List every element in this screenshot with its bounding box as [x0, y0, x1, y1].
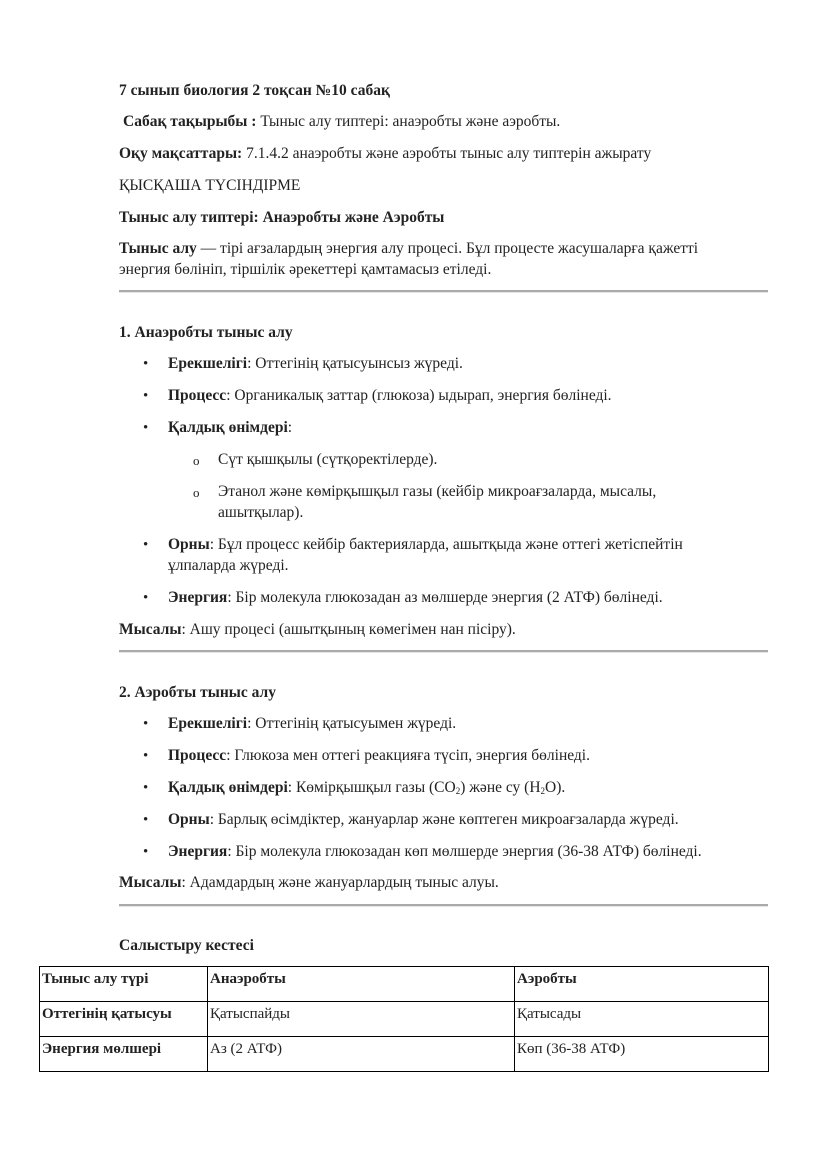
table-cell: Көп (36-38 АТФ)	[515, 1037, 769, 1072]
list-item: Орны: Бұл процесс кейбір бактерияларда, ашытқыда және оттегі жетіспейтін ұлпаларда жүреді.	[168, 536, 683, 574]
list-item: Орны: Барлық өсімдіктер, жануарлар және көптеген микроағзаларда жүреді.	[168, 811, 679, 828]
list-item: Процесс: Органикалық заттар (глюкоза) ыдырап, энергия бөлінеді.	[168, 387, 612, 404]
bullet-icon: •	[143, 356, 149, 372]
definition-paragraph: Тыныс алу — тірі ағзалардың энергия алу процесі. Бұл процесте жасушаларға қажетті энергия бөлініп, тіршілік әрекеттері қамтамасыз етіледі.	[119, 240, 699, 278]
table-cell: Аз (2 АТФ)	[208, 1037, 515, 1072]
list-item: Энергия: Бір молекула глюкозадан аз мөлшерде энергия (2 АТФ) бөлінеді.	[168, 589, 663, 606]
comparison-table	[39, 966, 769, 1072]
anaerobic-example: Мысалы: Ашу процесі (ашытқының көмегімен нан пісіру).	[119, 621, 516, 638]
table-row-label: Оттегінің қатысуы	[40, 1002, 208, 1037]
list-item: Ерекшелігі: Оттегінің қатысуымен жүреді.	[168, 715, 457, 732]
table-cell: Қатыспайды	[208, 1002, 515, 1037]
bullet-icon: •	[143, 420, 149, 436]
sub-list-item: Этанол және көмірқышқыл газы (кейбір микроағзаларда, мысалы, ашытқылар).	[218, 483, 657, 521]
sub-bullet-icon: o	[193, 453, 200, 468]
divider	[119, 904, 768, 907]
bullet-icon: •	[143, 844, 149, 860]
bullet-icon: •	[143, 812, 149, 828]
types-heading: Тыныс алу типтері: Анаэробты және Аэробты	[119, 209, 445, 226]
bullet-icon: •	[143, 388, 149, 404]
bullet-icon: •	[143, 716, 149, 732]
bullet-icon: •	[143, 590, 149, 606]
table-row	[40, 1002, 769, 1037]
list-item: Қалдық өнімдері: Көмірқышқыл газы $(CO_2)$ және су $(H_2O)$.	[168, 779, 566, 796]
bullet-icon: •	[143, 780, 149, 796]
list-item: Энергия: Бір молекула глюкозадан көп мөлшерде энергия (36-38 АТФ) бөлінеді.	[168, 843, 702, 860]
table-header-cell: Анаэробты	[208, 967, 515, 1002]
table-row-label: Энергия мөлшері	[40, 1037, 208, 1072]
table-header-row	[40, 967, 769, 1002]
lesson-title: 7 сынып биология 2 тоқсан №10 сабақ	[119, 82, 390, 99]
list-item: Процесс: Глюкоза мен оттегі реакцияға түсіп, энергия бөлінеді.	[168, 747, 590, 764]
divider	[119, 290, 768, 293]
bullet-icon: •	[143, 748, 149, 764]
comparison-heading: Салыстыру кестесі	[119, 937, 254, 954]
anaerobic-heading: 1. Анаэробты тыныс алу	[119, 324, 293, 341]
list-item: Қалдық өнімдері:	[168, 419, 293, 436]
sub-bullet-icon: o	[193, 485, 200, 500]
summary-heading: ҚЫСҚАША ТҮСІНДІРМЕ	[119, 177, 301, 194]
lesson-topic: Сабақ тақырыбы : Тыныс алу типтері: анаэробты және аэробты.	[123, 113, 561, 130]
table-header-cell: Аэробты	[515, 967, 769, 1002]
divider	[119, 650, 768, 653]
table-cell: Қатысады	[515, 1002, 769, 1037]
aerobic-heading: 2. Аэробты тыныс алу	[119, 684, 276, 701]
list-item: Ерекшелігі: Оттегінің қатысуынсыз жүреді.	[168, 355, 463, 372]
learning-goals: Оқу мақсаттары: 7.1.4.2 анаэробты және аэробты тыныс алу типтерін ажырату	[119, 145, 652, 162]
table-row	[40, 1037, 769, 1072]
aerobic-example: Мысалы: Адамдардың және жануарлардың тыныс алуы.	[119, 874, 499, 891]
sub-list-item: Сүт қышқылы (сүтқоректілерде).	[218, 451, 438, 468]
table-header-cell: Тыныс алу түрі	[40, 967, 208, 1002]
bullet-icon: •	[143, 537, 149, 553]
